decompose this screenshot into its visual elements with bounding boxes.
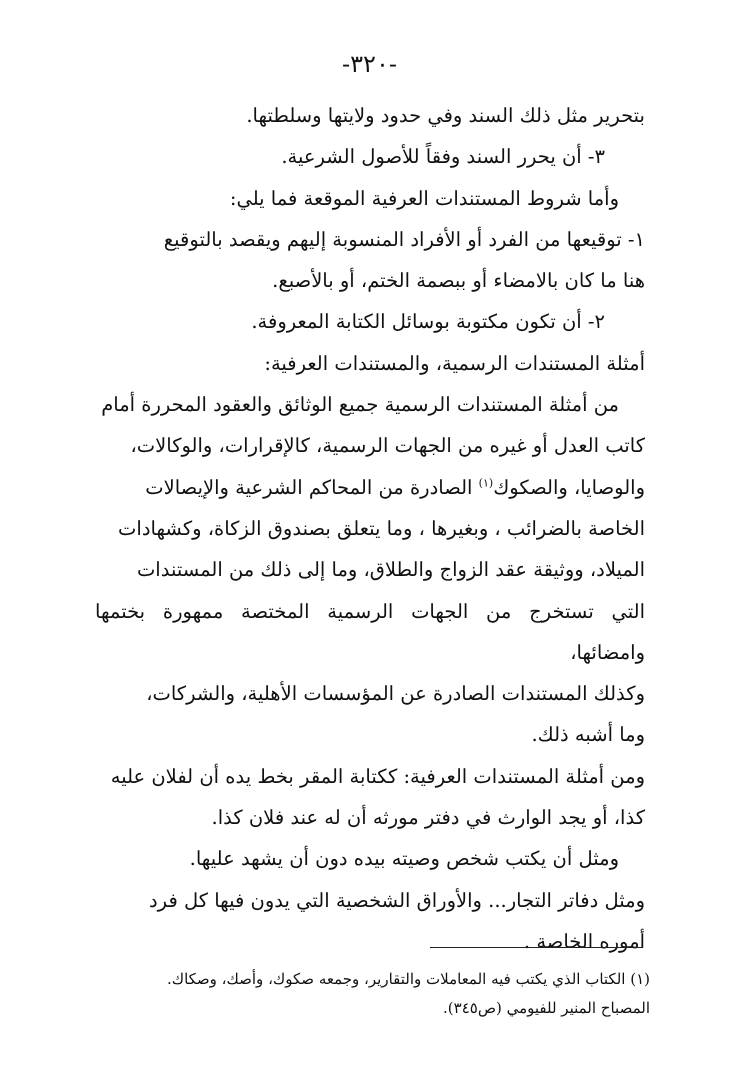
- text-line: كذا، أو يجد الوارث في دفتر مورثه أن له عند فلان كذا.: [211, 806, 645, 830]
- text-line: من أمثلة المستندات الرسمية جميع الوثائق والعقود المحررة أمام: [101, 393, 619, 417]
- footnote-reference: (١): [478, 476, 494, 490]
- text-line: هنا ما كان بالامضاء أو ببصمة الختم، أو بالأصبع.: [272, 269, 645, 293]
- text-line: ومثل دفاتر التجار... والأوراق الشخصية التي يدون فيها كل فرد: [149, 888, 645, 912]
- text-line: ١- توقيعها من الفرد أو الأفراد المنسوبة إليهم ويقصد بالتوقيع: [163, 227, 645, 251]
- text-segment: الصادرة من المحاكم الشرعية والإيصالات: [145, 475, 479, 499]
- text-line: ٣- أن يحرر السند وفقاً للأصول الشرعية.: [281, 145, 605, 169]
- section-heading: أمثلة المستندات الرسمية، والمستندات العرفية:: [264, 351, 645, 375]
- text-line: ومن أمثلة المستندات العرفية: ككتابة المقر بخط يده أن لفلان عليه: [110, 764, 645, 788]
- text-line: وأما شروط المستندات العرفية الموقعة فما يلي:: [229, 186, 619, 210]
- text-line: الميلاد، ووثيقة عقد الزواج والطلاق، وما إلى ذلك من المستندات: [136, 558, 645, 582]
- text-segment: والوصايا، والصكوك: [493, 475, 645, 499]
- page-number: -٣٢٠-: [342, 50, 397, 78]
- text-line: كاتب العدل أو غيره من الجهات الرسمية، كالإقرارات، والوكالات،: [130, 434, 645, 458]
- text-line: بتحرير مثل ذلك السند وفي حدود ولايتها وسلطتها.: [246, 104, 645, 127]
- footnote-line: المصباح المنير للفيومي (ص٣٤٥).: [443, 999, 650, 1017]
- text-line: وكذلك المستندات الصادرة عن المؤسسات الأهلية، والشركات،: [146, 682, 645, 706]
- text-line: التي تستخرج من الجهات الرسمية المختصة ممهورة بختمها وامضائها،: [95, 599, 645, 664]
- text-line: ومثل أن يكتب شخص وصيته بيده دون أن يشهد عليها.: [189, 847, 619, 871]
- text-line: الخاصة بالضرائب ، وبغيرها ، وما يتعلق بصندوق الزكاة، وكشهادات: [118, 516, 645, 540]
- footnote-separator: [430, 947, 642, 948]
- body-text: [95, 95, 645, 962]
- footnote-line: (١) الكتاب الذي يكتب فيه المعاملات والتقارير، وجمعه صكوك، وأصك، وصكاك.: [166, 970, 650, 988]
- text-line: أموره الخاصة .: [523, 929, 645, 953]
- text-line: وما أشبه ذلك.: [531, 723, 645, 747]
- footnotes: [90, 965, 650, 1023]
- text-line: [95, 467, 645, 508]
- text-line: ٢- أن تكون مكتوبة بوسائل الكتابة المعروفة.: [251, 310, 605, 334]
